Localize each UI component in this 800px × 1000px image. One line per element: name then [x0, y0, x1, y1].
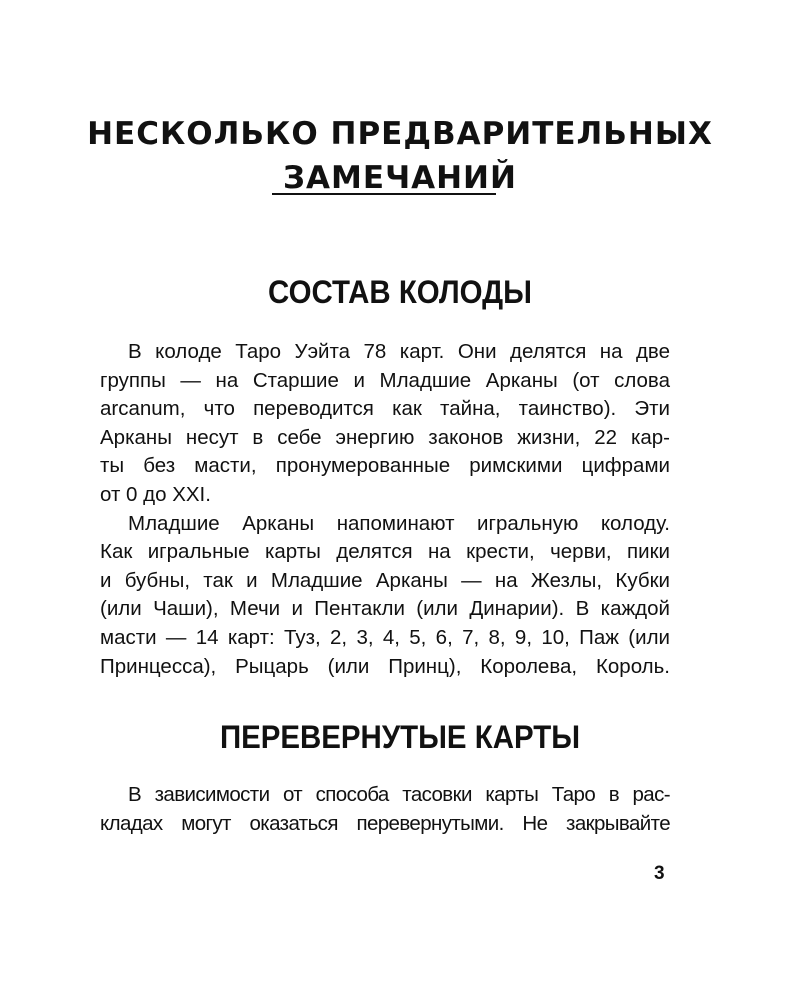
text-line: В зависимости от способа тасовки карты Таро в рас- — [128, 783, 670, 806]
paragraph — [100, 338, 670, 510]
chapter-title — [60, 112, 740, 200]
text-line: В колоде Таро Уэйта 78 карт. Они делятся на две — [128, 340, 670, 363]
section-body-deck-composition — [100, 338, 670, 681]
text-line: кладах могут оказаться перевернутыми. Не закрывайте — [100, 811, 670, 835]
text-line: от 0 до XXI. — [100, 482, 211, 506]
text-line: Как игральные карты делятся на крести, черви, пики — [100, 540, 670, 564]
text-line: (или Чаши), Мечи и Пентакли (или Динарии). В каждой — [100, 597, 670, 621]
paragraph — [100, 510, 670, 682]
text-line: масти — 14 карт: Туз, 2, 3, 4, 5, 6, 7, 8, 9, 10, Паж (или — [100, 625, 670, 649]
page-number: 3 — [654, 863, 665, 884]
chapter-title-line-2: ЗАМЕЧАНИЙ — [283, 160, 517, 196]
text-line: Младшие Арканы напоминают игральную колоду. — [128, 511, 670, 535]
text-line: Принцесса), Рыцарь (или Принц), Королева, Король. — [100, 654, 670, 678]
chapter-title-line-1: НЕСКОЛЬКО ПРЕДВАРИТЕЛЬНЫХ — [87, 116, 713, 152]
text-line: и бубны, так и Младшие Арканы — на Жезлы, Кубки — [100, 568, 670, 592]
text-line: arcanum, что переводится как тайна, таинство). Эти — [100, 397, 670, 421]
text-line: Арканы несут в себе энергию законов жизни, 22 кар- — [100, 425, 670, 449]
section-body-reversed-cards — [100, 781, 670, 838]
text-line: группы — на Старшие и Младшие Арканы (от слова — [100, 368, 670, 392]
section-heading-reversed-cards: ПЕРЕВЕРНУТЫЕ КАРТЫ — [219, 719, 581, 755]
text-line: ты без масти, пронумерованные римскими цифрами — [100, 454, 670, 478]
title-underline-rule — [272, 193, 496, 195]
paragraph — [100, 781, 670, 838]
section-heading-deck-composition: СОСТАВ КОЛОДЫ — [268, 274, 532, 310]
